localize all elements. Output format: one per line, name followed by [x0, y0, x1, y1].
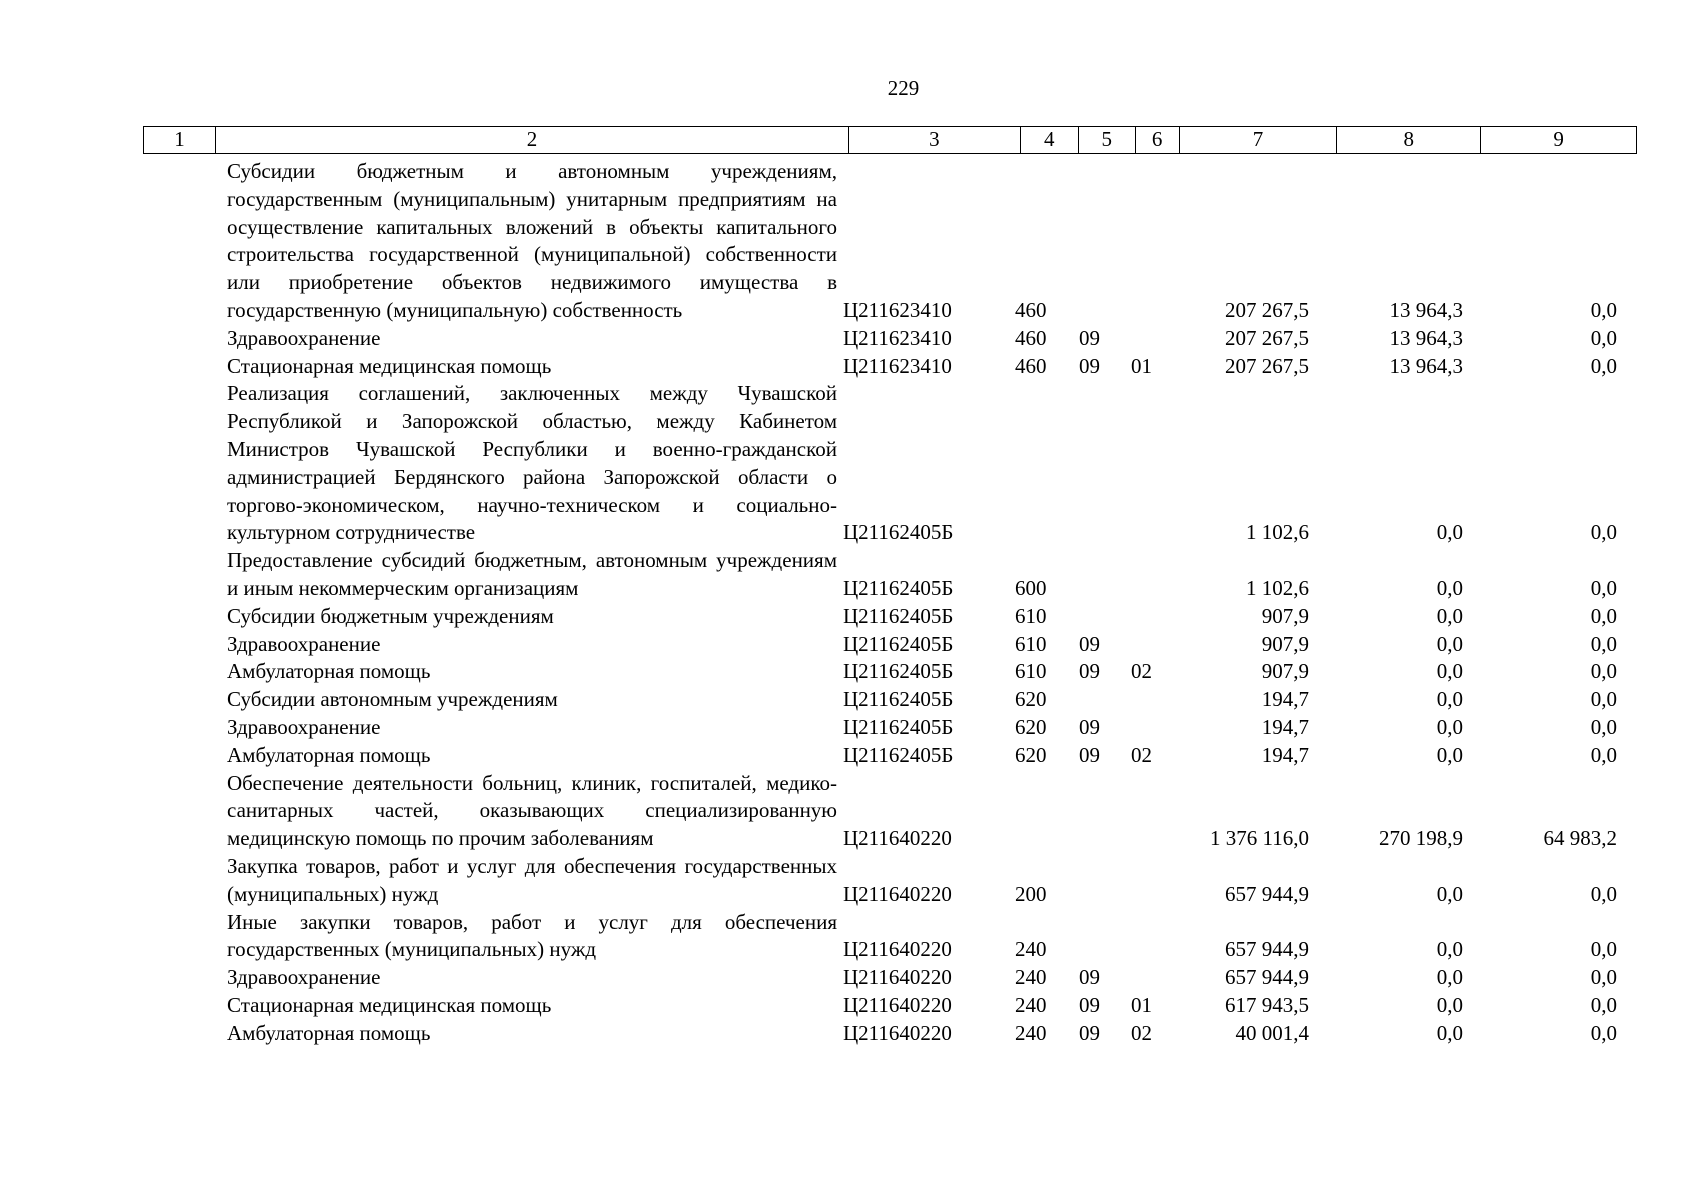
row-expense-type: 240: [1015, 1020, 1047, 1045]
row-section: 09: [1079, 992, 1100, 1017]
row-amount-col9: 0,0: [1590, 881, 1617, 906]
row-name: Субсидии бюджетным учреждениям: [227, 603, 554, 628]
row-section: 09: [1079, 714, 1100, 739]
row-target-article: Ц211623410: [843, 297, 952, 322]
row-section: 09: [1079, 631, 1100, 656]
row-amount-col7: 40 001,4: [1235, 1020, 1309, 1045]
row-target-article: Ц21162405Б: [843, 575, 954, 600]
row-amount-col8: 13 964,3: [1389, 297, 1463, 322]
page-number: 229: [887, 76, 920, 100]
row-name: Иные закупки товаров, работ и услуг для обеспечения государственных (муниципальных) нужд: [227, 909, 837, 962]
table-row: [143, 853, 1637, 909]
row-amount-col9: 0,0: [1590, 631, 1617, 656]
row-amount-col8: 0,0: [1436, 881, 1463, 906]
table-row: [143, 686, 1637, 714]
row-expense-type: 610: [1015, 603, 1047, 628]
header-col-5: 5: [1079, 127, 1136, 153]
table-row: [143, 325, 1637, 353]
row-amount-col8: 0,0: [1436, 714, 1463, 739]
row-amount-col8: 0,0: [1436, 659, 1463, 684]
row-expense-type: 610: [1015, 631, 1047, 656]
row-subsection: 01: [1131, 992, 1152, 1017]
row-amount-col8: 0,0: [1436, 631, 1463, 656]
row-amount-col9: 0,0: [1590, 992, 1617, 1017]
table-row: [143, 964, 1637, 992]
row-amount-col9: 0,0: [1590, 937, 1617, 962]
row-expense-type: 460: [1015, 297, 1047, 322]
row-amount-col8: 0,0: [1436, 992, 1463, 1017]
row-target-article: Ц211640220: [843, 1020, 952, 1045]
row-amount-col8: 0,0: [1436, 520, 1463, 545]
row-amount-col9: 0,0: [1590, 687, 1617, 712]
row-target-article: Ц211640220: [843, 826, 952, 851]
row-target-article: Ц21162405Б: [843, 603, 954, 628]
row-amount-col8: 0,0: [1436, 575, 1463, 600]
row-section: 09: [1079, 1020, 1100, 1045]
row-section: 09: [1079, 353, 1100, 378]
row-name: Закупка товаров, работ и услуг для обеспечения государственных (муниципальных) нужд: [227, 853, 837, 906]
table-row: [143, 742, 1637, 770]
row-target-article: Ц21162405Б: [843, 714, 954, 739]
row-amount-col8: 0,0: [1436, 687, 1463, 712]
row-section: 09: [1079, 659, 1100, 684]
row-target-article: Ц211623410: [843, 325, 952, 350]
row-amount-col7: 907,9: [1261, 631, 1309, 656]
table-row: [143, 714, 1637, 742]
row-amount-col8: 0,0: [1436, 742, 1463, 767]
row-name: Здравоохранение: [227, 325, 381, 350]
row-target-article: Ц211640220: [843, 937, 952, 962]
row-name: Обеспечение деятельности больниц, клиник, госпиталей, медико-санитарных частей, оказывающих специализированную медицинскую помощь по прочим заболеваниям: [227, 770, 837, 851]
row-amount-col9: 0,0: [1590, 325, 1617, 350]
row-amount-col7: 207 267,5: [1225, 297, 1309, 322]
row-amount-col8: 13 964,3: [1389, 325, 1463, 350]
header-col-9: 9: [1553, 127, 1564, 151]
row-target-article: Ц211640220: [843, 965, 952, 990]
row-subsection: 02: [1131, 1020, 1152, 1045]
row-name: Предоставление субсидий бюджетным, автономным учреждениям и иным некоммерческим организациям: [227, 548, 837, 600]
row-section: 09: [1079, 325, 1100, 350]
row-amount-col8: 0,0: [1436, 937, 1463, 962]
row-name: Здравоохранение: [227, 965, 381, 990]
header-col-7: 7: [1180, 127, 1338, 153]
row-target-article: Ц21162405Б: [843, 659, 954, 684]
header-col-2: 2: [216, 127, 849, 153]
row-target-article: Ц21162405Б: [843, 687, 954, 712]
header-col-4: 4: [1021, 127, 1079, 153]
row-name: Амбулаторная помощь: [227, 659, 431, 684]
row-expense-type: 620: [1015, 687, 1047, 712]
row-amount-col9: 0,0: [1590, 1020, 1617, 1045]
budget-table: [143, 158, 1637, 1048]
row-name: Реализация соглашений, заключенных между Чувашской Республикой и Запорожской областью, между Кабинетом Министров Чувашской Республики и военно-гражданской администрацией Бердянского района Запорожской области о торгово-экономическом, научно-техническом и социально-культурном сотрудничестве: [227, 381, 837, 545]
row-amount-col7: 907,9: [1261, 603, 1309, 628]
row-expense-type: 620: [1015, 742, 1047, 767]
row-expense-type: 200: [1015, 881, 1047, 906]
row-subsection: 01: [1131, 353, 1152, 378]
table-row: [143, 631, 1637, 659]
row-target-article: Ц211640220: [843, 992, 952, 1017]
row-target-article: Ц21162405Б: [843, 520, 954, 545]
row-amount-col9: 0,0: [1590, 714, 1617, 739]
row-amount-col9: 64 983,2: [1543, 826, 1617, 851]
row-amount-col8: 270 198,9: [1379, 826, 1463, 851]
row-amount-col7: 657 944,9: [1225, 881, 1309, 906]
row-subsection: 02: [1131, 742, 1152, 767]
row-expense-type: 240: [1015, 992, 1047, 1017]
row-target-article: Ц21162405Б: [843, 742, 954, 767]
row-expense-type: 460: [1015, 325, 1047, 350]
row-amount-col7: 617 943,5: [1225, 992, 1309, 1017]
row-expense-type: 460: [1015, 353, 1047, 378]
header-col-3: 3: [849, 127, 1021, 153]
row-amount-col9: 0,0: [1590, 353, 1617, 378]
table-header: [143, 126, 1637, 154]
row-name: Субсидии автономным учреждениям: [227, 687, 558, 712]
row-amount-col7: 907,9: [1261, 659, 1309, 684]
header-col-6: 6: [1136, 127, 1180, 153]
row-amount-col7: 1 102,6: [1246, 520, 1309, 545]
table-row: [143, 1020, 1637, 1048]
table-row: [143, 158, 1637, 325]
row-target-article: Ц211623410: [843, 353, 952, 378]
row-expense-type: 610: [1015, 659, 1047, 684]
row-amount-col7: 657 944,9: [1225, 965, 1309, 990]
row-name: Субсидии бюджетным и автономным учреждениям, государственным (муниципальным) унитарным предприятиям на осуществление капитальных вложений в объекты капитального строительства государственной (муниципальной) собственности или приобретение объектов недвижимого имущества в государственную (муниципальную) собственность: [227, 159, 837, 322]
table-row: [143, 603, 1637, 631]
row-expense-type: 240: [1015, 937, 1047, 962]
row-subsection: 02: [1131, 659, 1152, 684]
row-amount-col9: 0,0: [1590, 520, 1617, 545]
row-amount-col9: 0,0: [1590, 965, 1617, 990]
row-amount-col7: 207 267,5: [1225, 325, 1309, 350]
row-amount-col8: 0,0: [1436, 603, 1463, 628]
row-amount-col8: 13 964,3: [1389, 353, 1463, 378]
row-amount-col9: 0,0: [1590, 742, 1617, 767]
row-target-article: Ц21162405Б: [843, 631, 954, 656]
row-amount-col7: 207 267,5: [1225, 353, 1309, 378]
table-row: [143, 992, 1637, 1020]
row-name: Амбулаторная помощь: [227, 1020, 431, 1045]
row-section: 09: [1079, 742, 1100, 767]
row-amount-col7: 194,7: [1261, 742, 1309, 767]
row-name: Амбулаторная помощь: [227, 742, 431, 767]
row-amount-col9: 0,0: [1590, 297, 1617, 322]
row-expense-type: 620: [1015, 714, 1047, 739]
row-expense-type: 240: [1015, 965, 1047, 990]
row-amount-col8: 0,0: [1436, 965, 1463, 990]
row-amount-col9: 0,0: [1590, 575, 1617, 600]
header-col-1: 1: [144, 127, 216, 153]
row-amount-col7: 657 944,9: [1225, 937, 1309, 962]
row-amount-col7: 194,7: [1261, 687, 1309, 712]
row-amount-col9: 0,0: [1590, 659, 1617, 684]
row-name: Здравоохранение: [227, 631, 381, 656]
table-row: [143, 353, 1637, 381]
table-row: [143, 547, 1637, 603]
row-name: Стационарная медицинская помощь: [227, 353, 552, 378]
table-row: [143, 909, 1637, 965]
row-name: Стационарная медицинская помощь: [227, 992, 552, 1017]
row-amount-col7: 1 102,6: [1246, 575, 1309, 600]
row-target-article: Ц211640220: [843, 881, 952, 906]
row-section: 09: [1079, 965, 1100, 990]
row-amount-col8: 0,0: [1436, 1020, 1463, 1045]
table-row: [143, 658, 1637, 686]
table-row: [143, 770, 1637, 853]
row-amount-col7: 194,7: [1261, 714, 1309, 739]
row-amount-col9: 0,0: [1590, 603, 1617, 628]
table-row: [143, 380, 1637, 547]
header-col-8: 8: [1337, 127, 1481, 153]
row-name: Здравоохранение: [227, 714, 381, 739]
row-amount-col7: 1 376 116,0: [1210, 826, 1309, 851]
row-expense-type: 600: [1015, 575, 1047, 600]
